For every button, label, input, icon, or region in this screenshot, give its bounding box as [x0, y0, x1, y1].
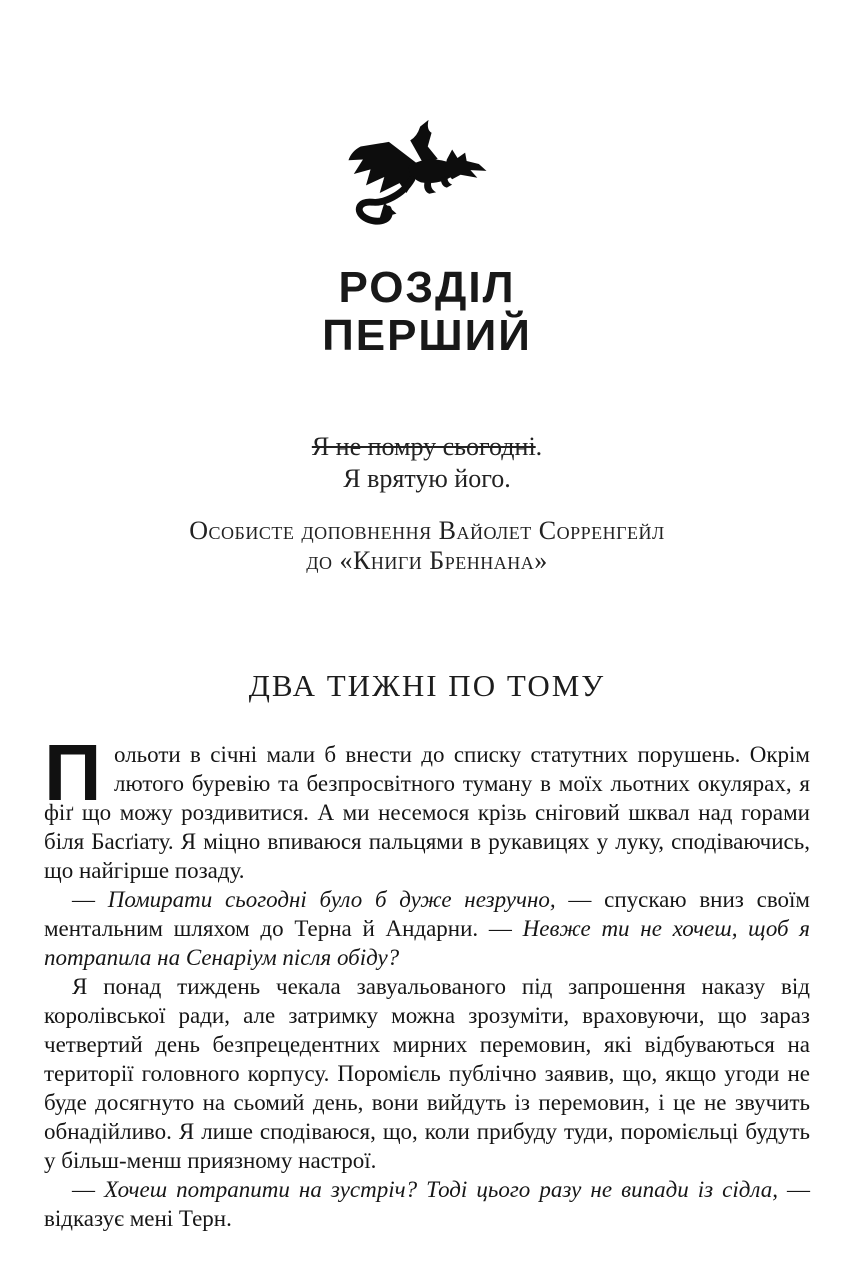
text-segment: ольоти в січні мали б внести до списку статутних порушень. Окрім лютого буревію та безпросвітного туману в моїх льотних окулярах, я фіґ що можу роздивитися. А ми несемося крізь сніговий шквал над горами біля Басґіату. Я міцно впиваюся пальцями в рукавицях у луку, сподіваючись, що найгірше позаду.	[44, 742, 810, 884]
section-heading: ДВА ТИЖНІ ПО ТОМУ	[248, 668, 606, 704]
epigraph-strikethrough-text: Я не помру сьогодні	[311, 432, 536, 462]
dropcap-letter: П	[44, 728, 102, 818]
body-text	[44, 728, 811, 1233]
text-segment: — спускаю вниз своїм ментальним шляхом до Терна й Андарни. —	[44, 887, 810, 942]
attribution-line2: до «Книги Бреннана»	[306, 546, 548, 576]
text-segment: — відказує мені Терн.	[44, 1177, 811, 1232]
chapter-title-line2: ПЕРШИЙ	[322, 310, 532, 360]
italic-text-segment: Помирати сьогодні було б дуже незручно,	[107, 887, 556, 913]
text-segment: —	[72, 1177, 105, 1203]
dragon-icon	[321, 116, 533, 238]
text-segment: Я понад тиждень чекала завуальованого під запрошення наказу від королівської ради, але затримку можна зрозуміти, враховуючи, що зараз четвертий день безпрецедентних мирних перемовин, які відбуваються на території головного корпусу. Поромієль публічно заявив, що, якщо угоди не буде досягнуто на сьомий день, вони вийдуть із перемовин, і це не звучить обнадійливо. Я лише сподіваюся, що, коли прибуду туди, поромієльці будуть у більш-менш приязному настрої.	[44, 974, 810, 1174]
epigraph-attribution	[44, 516, 810, 576]
epigraph	[44, 431, 810, 494]
italic-text-segment: Невже ти не хочеш, щоб я потрапила на Сенаріум після обіду?	[44, 916, 810, 971]
chapter-title	[44, 264, 810, 359]
chapter-title-line1: РОЗДІЛ	[338, 263, 516, 312]
epigraph-line1	[44, 431, 810, 463]
paragraph	[44, 885, 810, 972]
paragraph	[44, 972, 810, 1175]
text-segment: —	[72, 887, 108, 913]
epigraph-line2: Я врятую його.	[343, 463, 511, 493]
attribution-line1: Особисте доповнення Вайолет Сорренгейл	[189, 516, 665, 546]
paragraph	[44, 1175, 810, 1233]
epigraph-line1-period: .	[535, 432, 543, 462]
chapter-ornament	[44, 0, 810, 238]
italic-text-segment: Хочеш потрапити на зустріч? Тоді цього разу не випади із сідла,	[104, 1177, 778, 1203]
paragraph	[44, 728, 810, 885]
